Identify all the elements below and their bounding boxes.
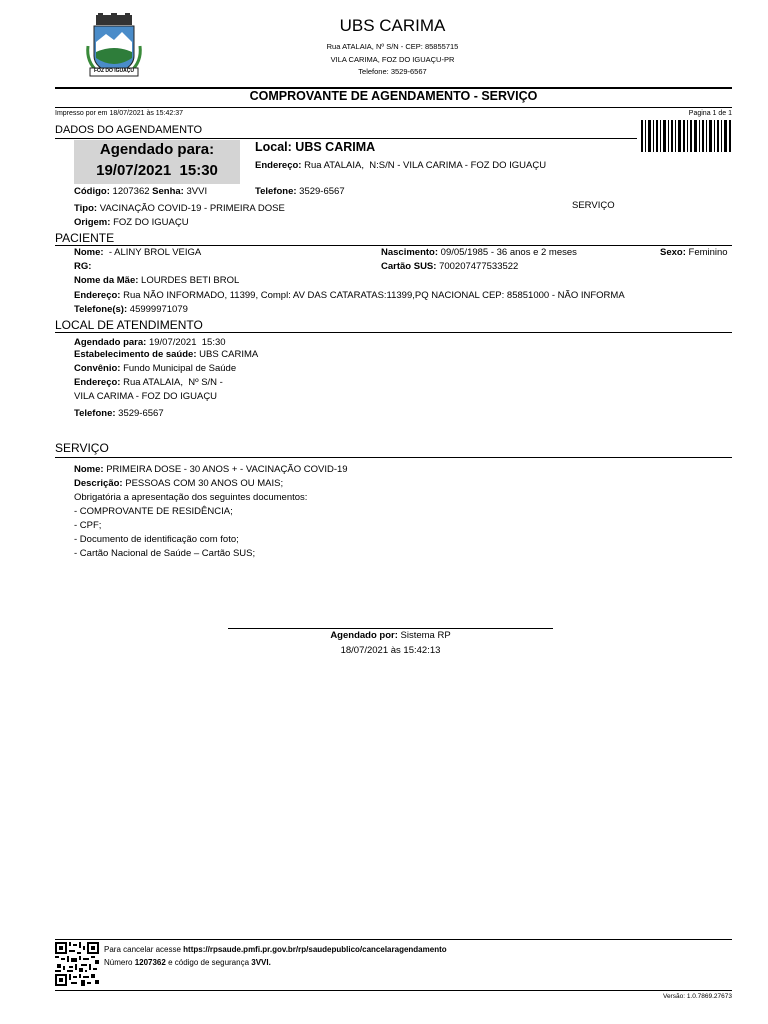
section-location-divider bbox=[55, 332, 732, 333]
unit-address-line2: VILA CARIMA, FOZ DO IGUAÇU-PR bbox=[330, 55, 455, 64]
appointment-origin: Origem: FOZ DO IGUAÇU bbox=[74, 217, 189, 228]
local-label: Local: bbox=[255, 140, 292, 154]
patient-address: Endereço: Rua NÃO INFORMADO, 11399, Compl: AV DAS CATARATAS:11399,PQ NACIONAL CEP: 85851000 - NÃO INFORMA bbox=[74, 290, 625, 301]
version-info: Versão: 1.0.7869.27673 bbox=[662, 993, 732, 1000]
patient-birth-value: 09/05/1985 - 36 anos e 2 meses bbox=[440, 247, 577, 258]
page-info: Pagina 1 de 1 bbox=[688, 110, 732, 117]
service-name: Nome: PRIMEIRA DOSE - 30 ANOS + - VACINAÇÃO COVID-19 bbox=[74, 464, 348, 475]
local-address: Endereço: Rua ATALAIA, N:S/N - VILA CARIMA - FOZ DO IGUAÇU bbox=[255, 160, 547, 171]
patient-mother: Nome da Mãe: LOURDES BETI BROL bbox=[74, 275, 240, 286]
location-phone: Telefone: 3529-6567 bbox=[74, 408, 164, 419]
location-establishment-value: UBS CARIMA bbox=[199, 349, 259, 360]
cancel-code-info: Número 1207362 e código de segurança 3VVI. bbox=[104, 958, 271, 967]
footer-bottom-divider bbox=[55, 990, 732, 991]
unit-phone: Telefone: 3529-6567 bbox=[358, 67, 427, 76]
section-appointment-divider bbox=[55, 138, 637, 139]
patient-mother-value: LOURDES BETI BROL bbox=[141, 275, 240, 286]
footer-top-divider bbox=[55, 939, 732, 940]
patient-name-value: - ALINY BROL VEIGA bbox=[106, 247, 202, 258]
location-address: Endereço: Rua ATALAIA, Nº S/N - bbox=[74, 377, 223, 388]
document-title: COMPROVANTE DE AGENDAMENTO - SERVIÇO bbox=[249, 89, 538, 103]
patient-sus: Cartão SUS: 700207477533522 bbox=[381, 261, 519, 272]
title-divider bbox=[55, 107, 732, 108]
scheduled-label: Agendado para: bbox=[99, 141, 215, 158]
location-address-line2: VILA CARIMA - FOZ DO IGUAÇU bbox=[74, 391, 218, 402]
appointment-origin-value: FOZ DO IGUAÇU bbox=[113, 217, 189, 228]
section-service-title: SERVIÇO bbox=[55, 441, 109, 455]
local-value: UBS CARIMA bbox=[295, 140, 376, 154]
location-agreement-value: Fundo Municipal de Saúde bbox=[123, 363, 237, 374]
appointment-phone: Telefone: 3529-6567 bbox=[255, 186, 345, 197]
service-description: Descrição: PESSOAS COM 30 ANOS OU MAIS; bbox=[74, 478, 284, 489]
service-line: Obrigatória a apresentação dos seguintes documentos: bbox=[74, 492, 308, 503]
cancel-number: 1207362 bbox=[134, 958, 166, 967]
scheduled-box bbox=[74, 140, 240, 184]
location-establishment: Estabelecimento de saúde: UBS CARIMA bbox=[74, 349, 259, 360]
cancel-security-code: 3VVI. bbox=[251, 958, 271, 967]
patient-phones-value: 45999971079 bbox=[129, 304, 188, 315]
location-agreement: Convênio: Fundo Municipal de Saúde bbox=[74, 363, 237, 374]
scheduled-by-value: Sistema RP bbox=[400, 630, 451, 641]
scheduled-by-datetime: 18/07/2021 às 15:42:13 bbox=[340, 645, 441, 656]
patient-address-value: Rua NÃO INFORMADO, 11399, Compl: AV DAS CATARATAS:11399,PQ NACIONAL CEP: 85851000 - NÃO INFORMA bbox=[123, 290, 625, 301]
patient-birth: Nascimento: 09/05/1985 - 36 anos e 2 meses bbox=[381, 247, 577, 258]
printed-by: Impresso por em 18/07/2021 às 15:42:37 bbox=[55, 110, 184, 117]
patient-sus-value: 700207477533522 bbox=[439, 261, 519, 272]
appointment-type: Tipo: VACINAÇÃO COVID-19 - PRIMEIRA DOSE bbox=[74, 203, 285, 214]
section-location-title: LOCAL DE ATENDIMENTO bbox=[55, 318, 203, 332]
service-line: - COMPROVANTE DE RESIDÊNCIA; bbox=[74, 506, 233, 517]
cancel-instructions: Para cancelar acesse https://rpsaude.pmfi.pr.gov.br/rp/saudepublico/cancelaragendamento bbox=[104, 945, 447, 954]
section-appointment-title: DADOS DO AGENDAMENTO bbox=[55, 124, 203, 136]
location-address-value: Rua ATALAIA, Nº S/N - bbox=[123, 377, 223, 388]
patient-name: Nome: - ALINY BROL VEIGA bbox=[74, 247, 202, 258]
logo-banner: FOZ DO IGUAÇU bbox=[94, 68, 134, 74]
signature-line bbox=[228, 628, 553, 629]
cancel-url-link[interactable]: https://rpsaude.pmfi.pr.gov.br/rp/saudepublico/cancelaragendamento bbox=[183, 945, 447, 954]
code-password: Código: 1207362 Senha: 3VVI bbox=[74, 186, 208, 197]
service-name-value: PRIMEIRA DOSE - 30 ANOS + - VACINAÇÃO COVID-19 bbox=[106, 464, 348, 475]
location-scheduled-value: 19/07/2021 15:30 bbox=[148, 337, 226, 348]
barcode-icon bbox=[640, 120, 732, 152]
unit-address-line1: Rua ATALAIA, Nº S/N - CEP: 85855715 bbox=[326, 42, 459, 51]
unit-name: UBS CARIMA bbox=[339, 16, 446, 35]
appointment-phone-value: 3529-6567 bbox=[299, 186, 345, 197]
service-line: - Cartão Nacional de Saúde – Cartão SUS; bbox=[74, 548, 256, 559]
patient-sex-value: Feminino bbox=[688, 247, 728, 258]
code-value: 1207362 bbox=[112, 186, 150, 197]
section-patient-title: PACIENTE bbox=[55, 231, 115, 245]
service-tag: SERVIÇO bbox=[572, 200, 615, 211]
qr-code-icon bbox=[55, 942, 99, 986]
service-line: - CPF; bbox=[74, 520, 102, 531]
section-service-divider bbox=[55, 457, 732, 458]
location-phone-value: 3529-6567 bbox=[118, 408, 164, 419]
patient-phones: Telefone(s): 45999971079 bbox=[74, 304, 188, 315]
service-description-value: PESSOAS COM 30 ANOS OU MAIS; bbox=[125, 478, 284, 489]
location-scheduled: Agendado para: 19/07/2021 15:30 bbox=[74, 337, 226, 348]
scheduled-by: Agendado por: Sistema RP bbox=[330, 630, 451, 641]
local-address-value: Rua ATALAIA, N:S/N - VILA CARIMA - FOZ DO IGUAÇU bbox=[304, 160, 547, 171]
patient-sex: Sexo: Feminino bbox=[660, 247, 728, 258]
patient-rg: RG: bbox=[74, 261, 92, 272]
local-heading bbox=[255, 140, 375, 154]
section-patient-divider bbox=[55, 245, 732, 246]
service-line: - Documento de identificação com foto; bbox=[74, 534, 239, 545]
appointment-type-value: VACINAÇÃO COVID-19 - PRIMEIRA DOSE bbox=[99, 203, 285, 214]
scheduled-datetime: 19/07/2021 15:30 bbox=[96, 162, 218, 179]
password-value: 3VVI bbox=[186, 186, 208, 197]
